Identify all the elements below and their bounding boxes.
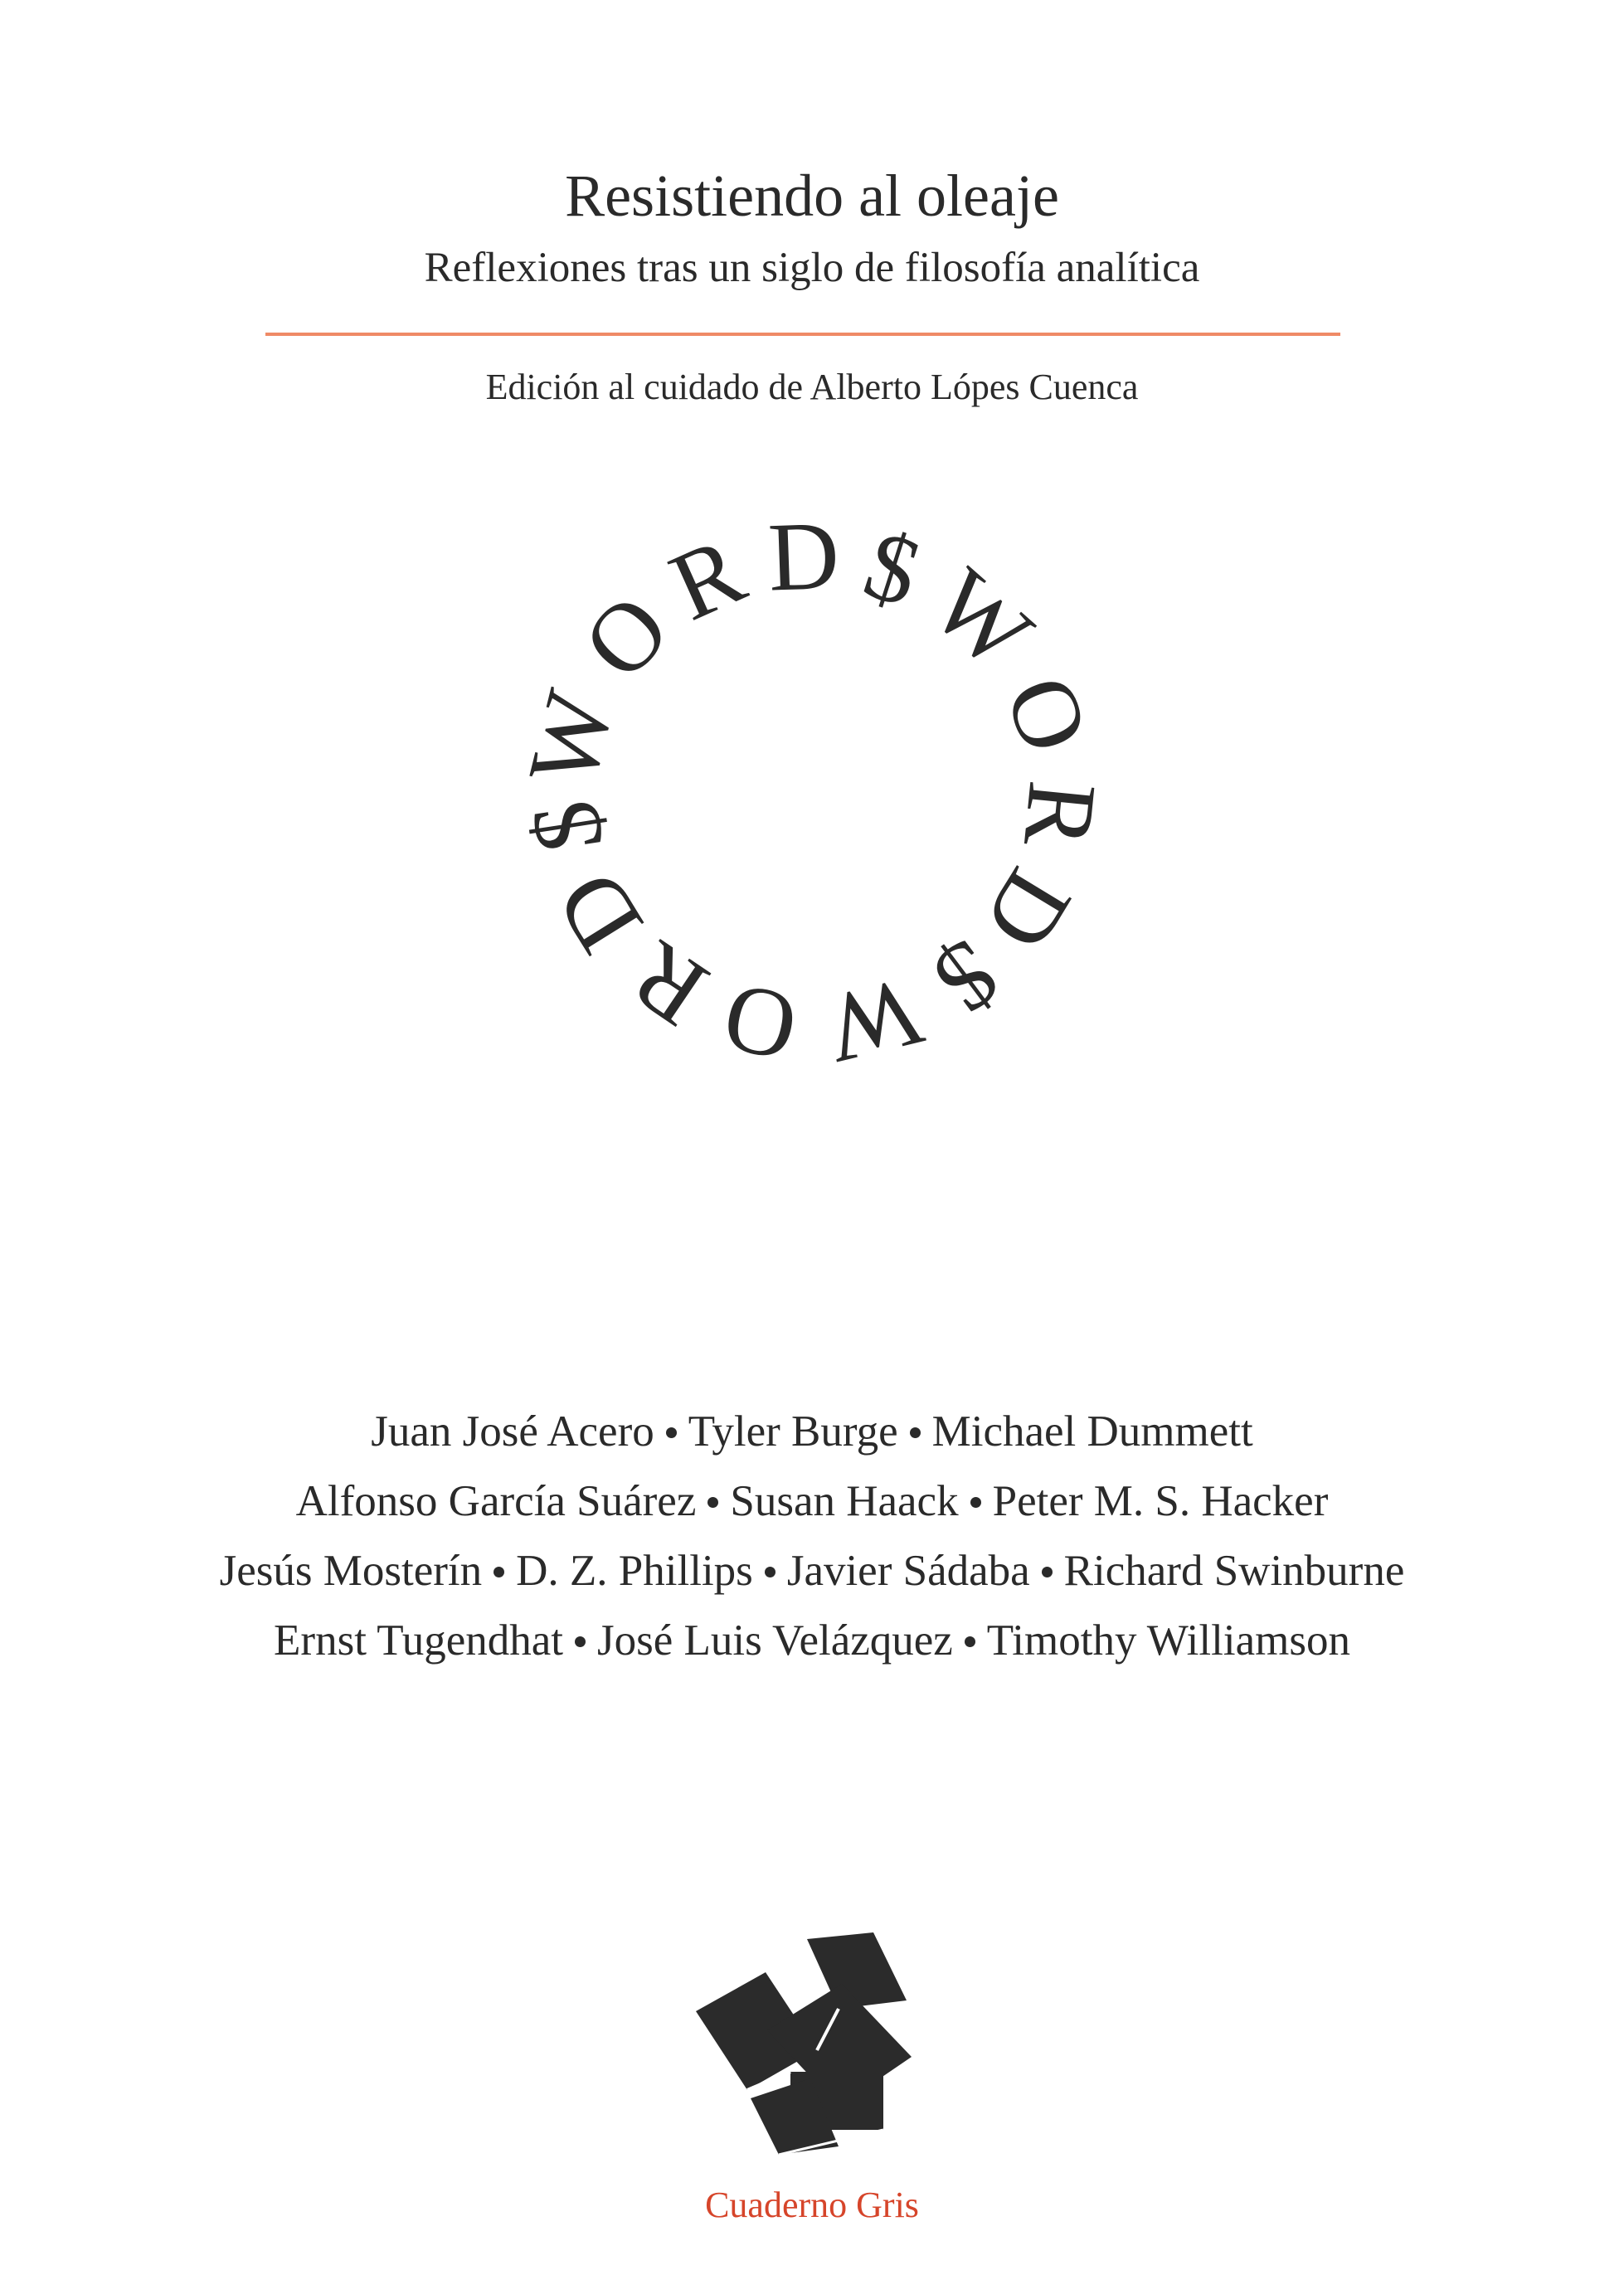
book-title: Resistiendo al oleaje: [565, 163, 1059, 229]
author-name: José Luis Velázquez: [597, 1616, 953, 1665]
author-name: Juan José Acero: [371, 1407, 654, 1456]
emblem-ring-textpath: WORD$WORD$WORD$: [507, 500, 1118, 1085]
bullet-separator: [494, 1567, 504, 1577]
bullet-separator: [910, 1427, 921, 1438]
bullet-separator: [575, 1636, 586, 1647]
author-name: Jesús Mosterín: [219, 1547, 483, 1595]
author-name: D. Z. Phillips: [516, 1547, 753, 1595]
book-subtitle: Reflexiones tras un siglo de filosofía analítica: [424, 245, 1200, 291]
author-name: Alfonso García Suárez: [295, 1477, 697, 1525]
author-name: Peter M. S. Hacker: [992, 1477, 1329, 1525]
author-name: Michael Dummett: [931, 1407, 1253, 1456]
author-list: [0, 1397, 1624, 1675]
publisher-logo: [693, 1932, 933, 2156]
author-line-1: [0, 1397, 1624, 1466]
author-line-4: [0, 1606, 1624, 1675]
bullet-separator: [970, 1497, 981, 1508]
bullet-separator: [1042, 1567, 1053, 1577]
author-name: Susan Haack: [730, 1477, 959, 1525]
editor-credit: Edición al cuidado de Alberto Lópes Cuenca: [485, 367, 1139, 407]
author-name: Tyler Burge: [688, 1407, 898, 1456]
emblem-ring-text: [507, 501, 1117, 1085]
bullet-separator: [666, 1427, 677, 1438]
author-name: Timothy Williamson: [986, 1616, 1350, 1665]
bullet-separator: [765, 1567, 776, 1577]
title-divider: [265, 333, 1340, 336]
author-line-3: [0, 1536, 1624, 1606]
author-line-2: [0, 1466, 1624, 1536]
author-name: Ernst Tugendhat: [274, 1616, 563, 1665]
bullet-separator: [965, 1636, 975, 1647]
author-name: Javier Sádaba: [786, 1547, 1030, 1595]
publisher-name: Cuaderno Gris: [705, 2185, 919, 2225]
words-ring-emblem: [440, 481, 1186, 1103]
author-name: Richard Swinburne: [1063, 1547, 1405, 1595]
bullet-separator: [707, 1497, 718, 1508]
